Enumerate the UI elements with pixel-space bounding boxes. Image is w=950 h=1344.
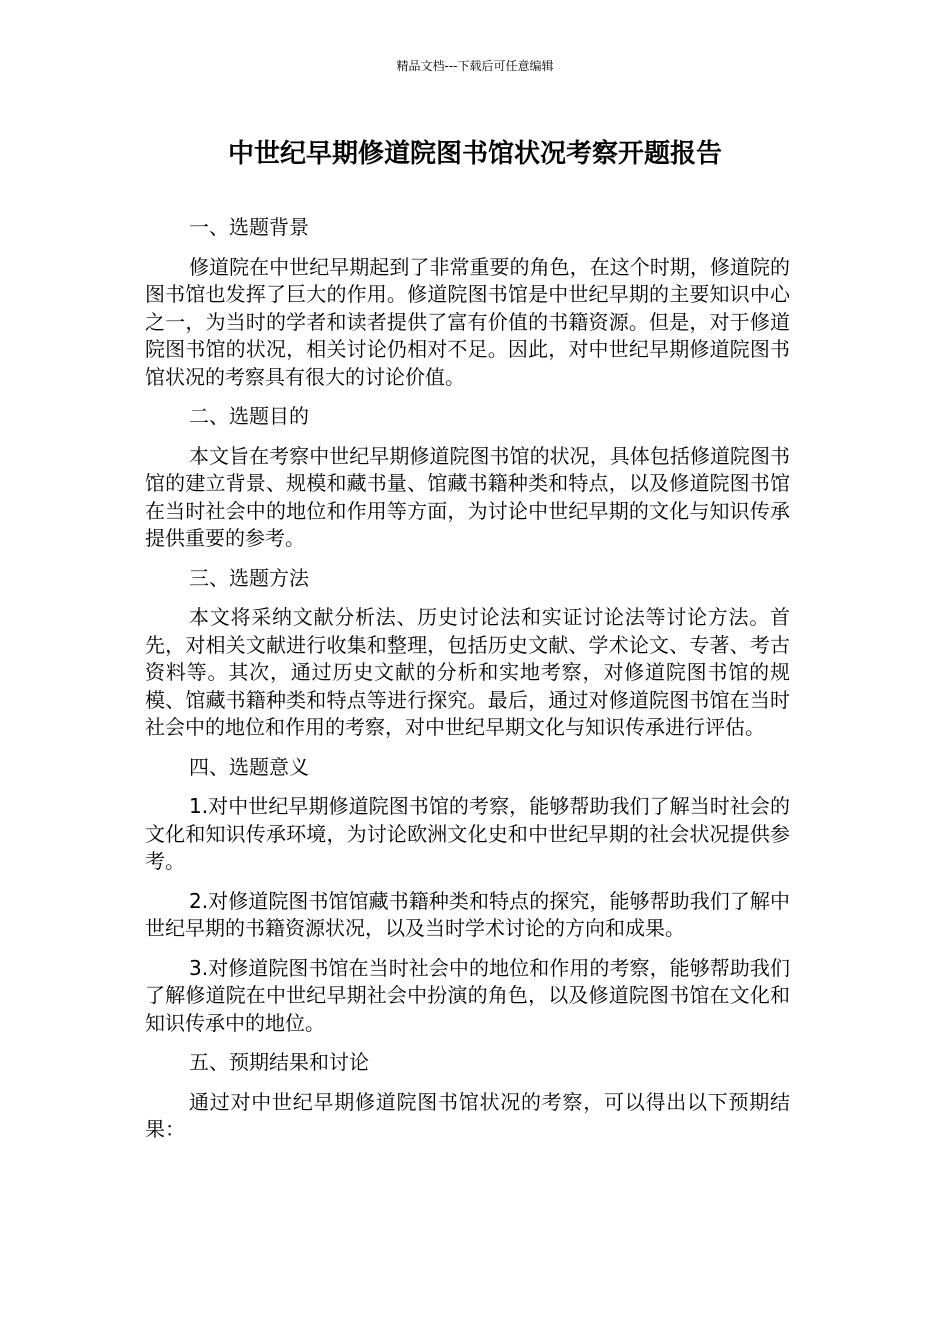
document-title: 中世纪早期修道院图书馆状况考察开题报告: [227, 139, 722, 169]
paragraph-significance-3: 3.对修道院图书馆在当时社会中的地位和作用的考察，能够帮助我们了解修道院在中世纪早期社会中扮演的角色，以及修道院图书馆在文化和知识传承中的地位。: [145, 955, 790, 1035]
paragraph-purpose: 本文旨在考察中世纪早期修道院图书馆的状况，具体包括修道院图书馆的建立背景、规模和藏书量、馆藏书籍种类和特点，以及修道院图书馆在当时社会中的地位和作用等方面，为讨论中世纪早期的文化与知识传承提供重要的参考。: [145, 443, 790, 550]
section-heading-method: 三、选题方法: [189, 565, 309, 590]
paragraph-significance-2: 2.对修道院图书馆馆藏书籍种类和特点的探究，能够帮助我们了解中世纪早期的书籍资源状况，以及当时学术讨论的方向和成果。: [145, 888, 790, 940]
page-header-note: 精品文档---下载后可任意编辑: [396, 59, 554, 73]
section-heading-purpose: 二、选题目的: [189, 404, 309, 428]
section-heading-background: 一、选题背景: [189, 215, 309, 239]
section-heading-expected-results: 五、预期结果和讨论: [189, 1050, 369, 1074]
section-heading-significance: 四、选题意义: [189, 754, 309, 779]
paragraph-expected-results: 通过对中世纪早期修道院图书馆状况的考察，可以得出以下预期结果：: [145, 1089, 790, 1141]
document-body: [145, 214, 790, 1156]
paragraph-background: 修道院在中世纪早期起到了非常重要的角色，在这个时期，修道院的图书馆也发挥了巨大的作用。修道院图书馆是中世纪早期的主要知识中心之一，为当时的学者和读者提供了富有价值的书籍资源。但是，对于修道院图书馆的状况，相关讨论仍相对不足。因此，对中世纪早期修道院图书馆状况的考察具有很大的讨论价值。: [145, 254, 790, 389]
paragraph-significance-1: 1.对中世纪早期修道院图书馆的考察，能够帮助我们了解当时社会的文化和知识传承环境，为讨论欧洲文化史和中世纪早期的社会状况提供参考。: [145, 794, 790, 873]
paragraph-method: 本文将采纳文献分析法、历史讨论法和实证讨论法等讨论方法。首先，对相关文献进行收集和整理，包括历史文献、学术论文、专著、考古资料等。其次，通过历史文献的分析和实地考察，对修道院图书馆的规模、馆藏书籍种类和特点等进行探究。最后，通过对修道院图书馆在当时社会中的地位和作用的考察，对中世纪早期文化与知识传承进行评估。: [145, 605, 790, 739]
